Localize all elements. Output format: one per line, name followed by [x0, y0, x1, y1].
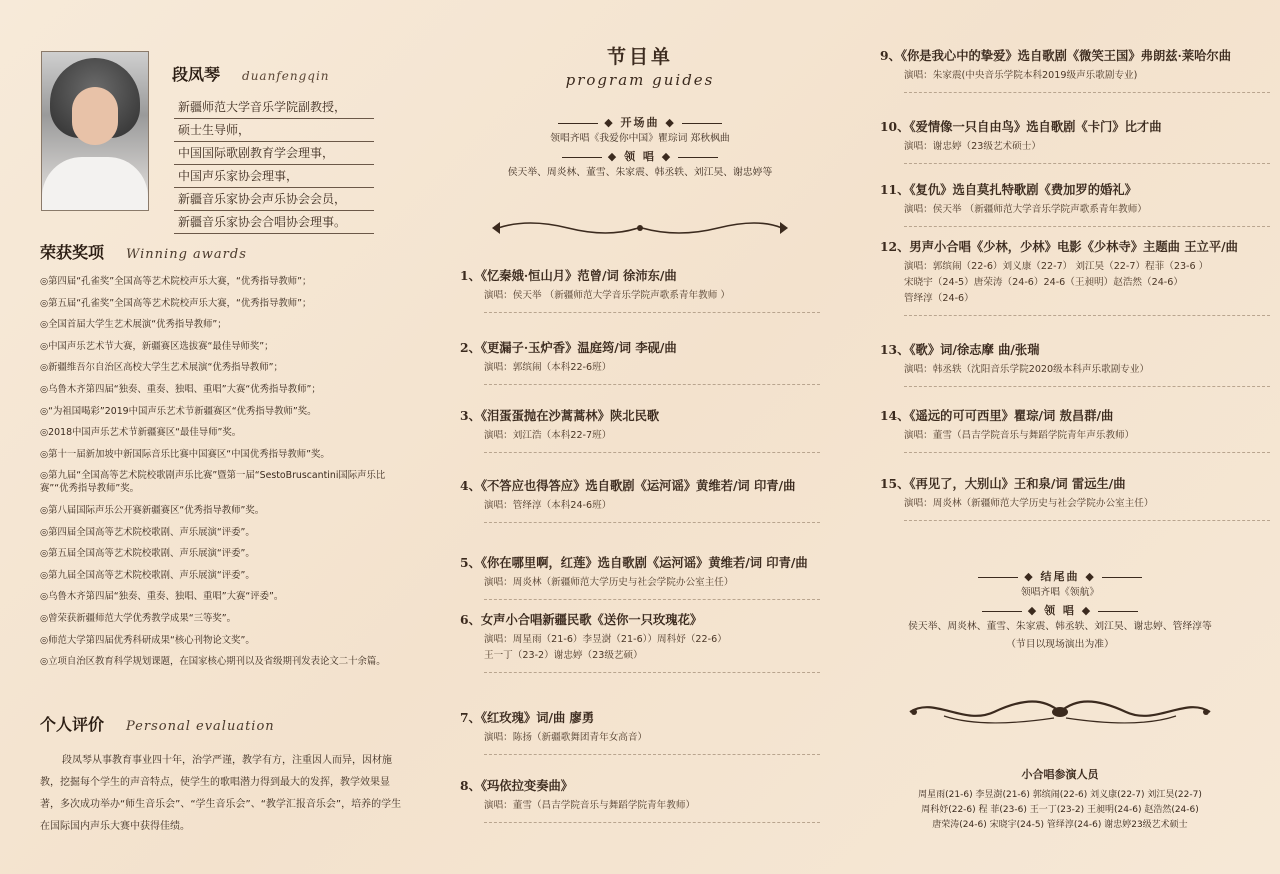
- program-item: [460, 553, 820, 600]
- program-item: [880, 117, 1270, 164]
- divider-line: [982, 611, 1022, 612]
- lead-label: 领 唱: [624, 150, 656, 163]
- program-item-performer: 演唱：朱家震(中央音乐学院本科2019级声乐歌剧专业): [904, 70, 1138, 81]
- award-item: ◎第五届“孔雀奖”全国高等艺术院校声乐大赛，“优秀指导教师”；: [40, 297, 312, 309]
- program-item: [880, 340, 1270, 387]
- closing-label-row: [860, 568, 1260, 584]
- dashed-divider: [484, 452, 820, 453]
- members-title: 小合唱参演人员: [1021, 768, 1099, 781]
- program-item: [880, 406, 1270, 453]
- closing-text: 领唱齐唱《领航》: [1020, 587, 1100, 598]
- program-column-1: [440, 0, 840, 874]
- diamond-icon: ◆: [665, 116, 676, 129]
- award-item: ◎第四届“孔雀奖”全国高等艺术院校声乐大赛，“优秀指导教师”；: [40, 276, 312, 287]
- program-item-performer: 演唱：周炎林（新疆师范大学历史与社会学院办公室主任）: [904, 498, 1154, 509]
- program-item: [460, 776, 820, 823]
- evaluation-heading: [40, 712, 275, 735]
- award-item: ◎中国声乐艺术节大赛，新疆赛区选拔赛“最佳导师奖”；: [40, 340, 274, 352]
- profile-pinyin: duanfengqin: [242, 69, 330, 83]
- divider-line: [1102, 577, 1142, 578]
- program-item-title: 1、《忆秦娥·恒山月》范曾/词 徐沛东/曲: [460, 268, 677, 283]
- program-item-title: 11、《复仇》选自莫扎特歌剧《费加罗的婚礼》: [880, 182, 1137, 197]
- award-item: ◎新疆维吾尔自治区高校大学生艺术展演“优秀指导教师”；: [40, 362, 283, 374]
- dashed-divider: [904, 386, 1270, 387]
- dashed-divider: [904, 163, 1270, 164]
- evaluation-title: 个人评价: [40, 715, 105, 734]
- diamond-icon: ◆: [604, 116, 615, 129]
- opening-leads: 侯天举、周炎林、董雪、朱家震、韩丞轶、刘江昊、谢忠婷等: [507, 167, 773, 178]
- award-item: ◎全国首届大学生艺术展演“优秀指导教师”；: [40, 319, 227, 331]
- dashed-divider: [484, 599, 820, 600]
- dashed-divider: [904, 226, 1270, 227]
- program-item-performer: 演唱：侯天举 （新疆师范大学音乐学院声歌系青年教师）: [904, 204, 1147, 215]
- program-item-performer: 演唱：侯天举 （新疆师范大学音乐学院声歌系青年教师 ）: [484, 290, 730, 301]
- diamond-icon: ◆: [1081, 604, 1093, 617]
- divider-line: [1098, 611, 1138, 612]
- award-item: ◎第九届全国高等艺术院校歌剧、声乐展演“评委”。: [40, 569, 255, 581]
- program-item-performer: 演唱：管绎淳（本科24-6班）: [484, 500, 612, 511]
- program-item: [460, 476, 820, 523]
- divider-line: [558, 123, 598, 124]
- award-item: ◎第十一届新加坡中新国际音乐比赛中国赛区“中国优秀指导教师”奖。: [40, 448, 330, 460]
- award-item: ◎第九届“全国高等艺术院校歌剧声乐比赛”暨第一届“SestoBruscantini国际声乐比赛”“优秀指导教师”奖。: [40, 470, 386, 495]
- program-item-performer: 演唱：郭缤闹（22-6）刘义康（22-7） 刘江昊（22-7）程菲（23-6 ）: [904, 261, 1209, 272]
- dashed-divider: [484, 754, 820, 755]
- award-item: ◎乌鲁木齐第四届“独奏、重奏、独唱、重唱”大赛“评委”。: [40, 591, 284, 603]
- name-row: [172, 62, 330, 85]
- large-flourish-ornament-icon: [904, 696, 1216, 728]
- program-item-title: 4、《不答应也得答应》选自歌剧《运河谣》黄维若/词 印青/曲: [460, 478, 796, 493]
- program-item: [880, 474, 1270, 521]
- award-item: ◎立项自治区教育科学规划课题，在国家核心期刊以及省级期刊发表论文二十余篇。: [40, 656, 386, 668]
- program-item: [460, 708, 820, 755]
- program-item-performer: 演唱：刘江浩（本科22-7班）: [484, 430, 612, 441]
- evaluation-title-en: Personal evaluation: [126, 719, 275, 734]
- program-item: [880, 46, 1270, 93]
- award-item: ◎第五届全国高等艺术院校歌剧、声乐展演“评委”。: [40, 548, 255, 560]
- program-item-title: 14、《遥远的可可西里》瞿琮/词 敖昌群/曲: [880, 408, 1114, 423]
- profile-title-line: 中国国际歌剧教育学会理事，: [174, 142, 374, 165]
- chorus-members: [860, 766, 1260, 833]
- opening-label: 开场曲: [620, 116, 660, 129]
- awards-list: [40, 275, 410, 677]
- program-item-title: 15、《再见了，大别山》王和泉/词 雷远生/曲: [880, 476, 1126, 491]
- divider-line: [978, 577, 1018, 578]
- program-item-performer: 演唱：谢忠婷（23级艺术硕士）: [904, 141, 1041, 152]
- program-item: [880, 180, 1270, 227]
- dashed-divider: [904, 452, 1270, 453]
- closing-block: [860, 568, 1260, 654]
- program-item-title: 3、《泪蛋蛋抛在沙蒿蒿林》陕北民歌: [460, 408, 660, 423]
- program-item-performer: 王一丁（23-2）谢忠婷（23级艺硕）: [484, 650, 643, 661]
- dashed-divider: [904, 315, 1270, 316]
- program-title-cn: 节目单: [606, 46, 673, 68]
- program-column-2: [860, 0, 1280, 874]
- program-item-title: 5、《你在哪里啊，红莲》选自歌剧《运河谣》黄维若/词 印青/曲: [460, 555, 808, 570]
- closing-note: （节目以现场演出为准）: [1006, 639, 1114, 650]
- dashed-divider: [484, 822, 820, 823]
- program-item-performer: 演唱：韩丞轶（沈阳音乐学院2020级本科声乐歌剧专业）: [904, 364, 1150, 375]
- profile-title-line: 硕士生导师，: [174, 119, 374, 142]
- award-item: ◎乌鲁木齐第四届“独奏、重奏、独唱、重唱”大赛“优秀指导教师”；: [40, 383, 321, 395]
- members-row: 周星雨(21-6) 李昱澍(21-6) 郭缤闹(22-6) 刘义康(22-7) 刘江昊(22-7): [918, 790, 1202, 800]
- closing-lead-label-row: [860, 602, 1260, 618]
- awards-title: 荣获奖项: [40, 243, 105, 262]
- program-item: [460, 266, 820, 313]
- program-item-performer: 演唱：周星雨（21-6）李昱澍（21-6））周科妤（22-6）: [484, 634, 727, 645]
- profile-title-line: 中国声乐家协会理事，: [174, 165, 374, 188]
- members-row: 唐荣涛(24-6) 宋晓宇(24-5) 管绎淳(24-6) 谢忠婷23级艺术硕士: [932, 820, 1188, 830]
- opening-lead-label-row: [440, 148, 840, 164]
- program-item-performer: 演唱：周炎林（新疆师范大学历史与社会学院办公室主任）: [484, 577, 734, 588]
- diamond-icon: ◆: [1027, 604, 1039, 617]
- award-item: ◎“为祖国喝彩”2019中国声乐艺术节新疆赛区“优秀指导教师”奖。: [40, 405, 317, 417]
- program-item-title: 13、《歌》词/徐志摩 曲/张瑞: [880, 342, 1040, 357]
- dashed-divider: [484, 672, 820, 673]
- award-item: ◎第八届国际声乐公开赛新疆赛区“优秀指导教师”奖。: [40, 504, 265, 516]
- dashed-divider: [904, 520, 1270, 521]
- closing-label: 结尾曲: [1040, 570, 1080, 583]
- program-title-en: program guides: [565, 71, 715, 89]
- profile-title-line: 新疆师范大学音乐学院副教授，: [174, 96, 374, 119]
- opening-label-row: [440, 114, 840, 130]
- award-item: ◎曾荣获新疆师范大学优秀教学成果“三等奖”。: [40, 612, 237, 624]
- profile-title-line: 新疆音乐家协会声乐协会会员，: [174, 188, 374, 211]
- program-item-title: 10、《爱情像一只自由鸟》选自歌剧《卡门》比才曲: [880, 119, 1162, 134]
- awards-heading: [40, 240, 247, 263]
- members-row: 周科妤(22-6) 程 菲(23-6) 王一丁(23-2) 王昶明(24-6) 赵浩然(24-6): [921, 805, 1199, 815]
- dashed-divider: [484, 312, 820, 313]
- divider-line: [682, 123, 722, 124]
- program-item-title: 7、《红玫瑰》词/曲 廖勇: [460, 710, 595, 725]
- program-item-title: 9、《你是我心中的挚爱》选自歌剧《微笑王国》弗朗兹·莱哈尔曲: [880, 48, 1232, 63]
- program-item-title: 6、女声小合唱新疆民歌《送你一只玫瑰花》: [460, 612, 703, 627]
- program-item: [880, 237, 1270, 316]
- profile-column: [0, 0, 420, 874]
- diamond-icon: ◆: [1024, 570, 1035, 583]
- opening-text: 领唱齐唱《我爱你中国》瞿琮词 郑秋枫曲: [550, 133, 730, 144]
- profile-titles: [174, 96, 374, 234]
- dashed-divider: [484, 522, 820, 523]
- program-item: [460, 338, 820, 385]
- closing-leads: 侯天举、周炎林、董雪、朱家震、韩丞轶、刘江昊、谢忠婷、管绎淳等: [908, 621, 1212, 632]
- program-item-performer: 宋晓宇（24-5）唐荣涛（24-6）24-6（王昶明）赵浩然（24-6）: [904, 277, 1183, 288]
- lead-label: 领 唱: [1044, 604, 1076, 617]
- award-item: ◎师范大学第四届优秀科研成果“核心刊物论文奖”。: [40, 634, 255, 646]
- awards-title-en: Winning awards: [126, 247, 247, 262]
- program-title: [440, 42, 840, 89]
- program-item-performer: 演唱：陈扬（新疆歌舞团青年女高音）: [484, 732, 648, 743]
- award-item: ◎第四届全国高等艺术院校歌剧、声乐展演“评委”。: [40, 526, 255, 538]
- divider-line: [562, 157, 602, 158]
- diamond-icon: ◆: [661, 150, 673, 163]
- program-item-performer: 演唱：董雪（昌吉学院音乐与舞蹈学院青年声乐教师）: [904, 430, 1135, 441]
- dashed-divider: [904, 92, 1270, 93]
- program-item: [460, 406, 820, 453]
- diamond-icon: ◆: [607, 150, 619, 163]
- program-item-title: 2、《更漏子·玉炉香》温庭筠/词 李砚/曲: [460, 340, 677, 355]
- profile-title-line: 新疆音乐家协会合唱协会理事。: [174, 211, 374, 234]
- profile-name: 段凤琴: [172, 65, 221, 84]
- program-item-performer: 演唱：郭缤闹（本科22-6班）: [484, 362, 612, 373]
- portrait-photo: [41, 51, 149, 211]
- program-item-title: 8、《玛依拉变奏曲》: [460, 778, 574, 793]
- divider-line: [678, 157, 718, 158]
- program-item-performer: 管绎淳（24-6）: [904, 293, 974, 304]
- diamond-icon: ◆: [1085, 570, 1096, 583]
- program-item: [460, 610, 820, 673]
- program-item-performer: 演唱：董雪（昌吉学院音乐与舞蹈学院青年教师）: [484, 800, 696, 811]
- dashed-divider: [484, 384, 820, 385]
- award-item: ◎2018中国声乐艺术节新疆赛区“最佳导师”奖。: [40, 427, 242, 439]
- flourish-ornament-icon: [488, 216, 792, 240]
- evaluation-text: 段凤琴从事教育事业四十年，治学严谨，教学有方，注重因人而异，因材施教，挖掘每个学生的声音特点，使学生的歌唱潜力得到最大的发挥，教学效果显著，多次成功举办“师生音乐会”、“学生音乐会”、“教学汇报音乐会”，培养的学生在国际国内声乐大赛中获得佳绩。: [40, 755, 402, 832]
- opening-block: [440, 114, 840, 182]
- program-item-title: 12、男声小合唱《少林，少林》电影《少林寺》主题曲 王立平/曲: [880, 239, 1238, 254]
